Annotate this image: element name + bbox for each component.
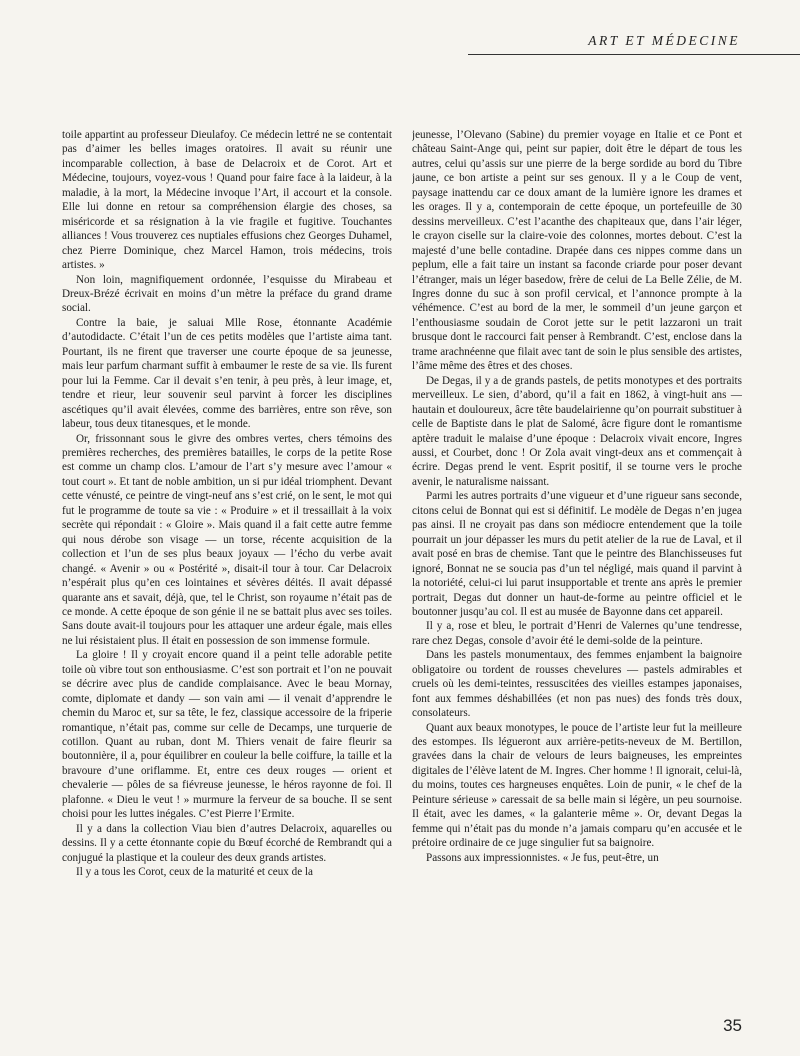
paragraph: La gloire ! Il y croyait encore quand il a peint telle adorable petite toile où vibre tout son enthousiasme. C’est son portrait et l’on ne pouvait se décrire avec plus de candide complaisance. Avec le beau Mornay, comte, diplomate et dandy — son vain ami — il venait d’apprendre le chemin du Maroc et, sur sa tête, le fez, classique accessoire de la friperie romantique, n’était pas, comme sur celle de Decamps, une turquerie de cotillon. Quant au ruban, dont M. Thiers venait de faire fleurir sa boutonnière, il a, pour équilibrer en couleur la belle coiffure, la taille et la bravoure d’une oriflamme. Et, entre ces deux rouges — orient et chevalerie — pôles de sa fiévreuse jeunesse, le héros rayonne de foi. Il plafonne. « Dieu le veut ! » murmure la ferveur de sa bouche. Il se sent choisi pour les luttes inégales. C’est Pierre l’Ermite. [62,649,392,821]
paragraph: toile appartint au professeur Dieulafoy. Ce médecin lettré ne se contentait pas d’aimer les belles images oratoires. Il avait su réunir une incomparable collection, à base de Delacroix et de Corot. Art et Médecine, toujours, voyez-vous ! Quand pour faire face à la laideur, à la maladie, à la mort, la Médecine invoque l’Art, il accourt et la console. Elle lui donne en retour sa compréhension élargie des choses, sa miséricorde et sa résignation à la vie fragile et fugitive. Touchantes alliances ! Vous trouverez ces nuptiales effusions chez Georges Duhamel, chez Pierre Dominique, chez Marcel Hamon, trois médecins, trois artistes. » [62,129,392,272]
paragraph: De Degas, il y a de grands pastels, de petits monotypes et des portraits merveilleux. Le sien, d’abord, qu’il a fait en 1862, à vingt-huit ans — hautain et douloureux, âcre tête baudelairienne qu’on pourrait substituer à celle de Baptiste dans le plat de Salomé, âcre figure dont le romantisme aptère traduit le malaise d’une époque : Delacroix vivait encore, Ingres aussi, et Courbet, donc ! Or Zola avait vingt-deux ans et commençait à écrire. Degas prend le vent. Esprit positif, il se tourne vers le proche avenir, le naturalisme naissant. [412,374,742,488]
paragraph: Il y a dans la collection Viau bien d’autres Delacroix, aquarelles ou dessins. Il y a cette étonnante copie du Bœuf écorché de Rembrandt qui a conjugué la plastique et la couleur des deux grands artistes. [62,822,392,864]
paragraph: Passons aux impressionnistes. « Je fus, peut-être, un [426,851,659,864]
running-head: ART ET MÉDECINE [588,33,740,48]
paragraph: Non loin, magnifiquement ordonnée, l’esquisse du Mirabeau et Dreux-Brézé écrivait en moins d’un mètre la préface du grand drame social. [62,273,392,315]
header-rule [468,54,800,55]
paragraph: Il y a, rose et bleu, le portrait d’Henri de Valernes qu’une tendresse, rare chez Degas, console d’avoir été le demi-solde de la peinture. [412,620,742,647]
left-column [62,128,392,994]
paragraph: Il y a tous les Corot, ceux de la maturité et ceux de la [76,866,313,879]
page-number: 35 [723,1016,742,1035]
paragraph: Or, frissonnant sous le givre des ombres vertes, chers témoins des premières recherches, des premières batailles, le corps de la petite Rose est comme un champ clos. L’amour de l’art s’y mesure avec l’amour « tout court ». Et tant de noble ambition, un si pur idéal triomphent. Devant cette vénusté, ce peintre de vingt-neuf ans s’est crié, on le sent, le mot qui fut le programme de toute sa vie : « Produire » et il tressaillait à la voix secrète qui répondait : « Gloire ». Mais quand il a fait cette autre femme qui nous dérobe son visage — un torse, récente acquisition de la collection et l’un de ses plus beaux joyaux — l’écho du verbe avait changé. « Avenir » ou « Postérité », disait-il tour à tour. Car Delacroix n’espérait plus qu’en ces lointaines et sévères déités. Il avait dépassé quarante ans et savait, déjà, que, tel le Christ, son royaume n’était pas de ce monde. A cette époque de son génie il ne se battait plus avec ses toiles. Sans doute avait-il toujours pour les attaquer une ardeur égale, mais elles ne lui résistaient plus. Il était en possession de son immense formule. [62,432,392,647]
paragraph: Quant aux beaux monotypes, le pouce de l’artiste leur fut la meilleure des estompes. Ils légueront aux arrière-petits-neveux de M. Bertillon, gravées dans la chair de velours de leurs baigneuses, les empreintes digitales de l’élève latent de M. Ingres. Cher homme ! Il ignorait, celui-là, du moins, toutes ces hargneuses enquêtes. Loin de punir, « le chef de la Peinture sérieuse » caressait de sa belle main si légère, un peu sournoise. Il était, avec les dames, « la galanterie même ». Or, devant Degas la femme qui n’était pas du monde n’a jamais comparu qu’en accusée et le prétoire ordinaire de ce juge singulier fut sa baignoire. [412,721,742,850]
paragraph: Contre la baie, je saluai Mlle Rose, étonnante Académie d’autodidacte. C’était l’un de ces petits modèles que l’artiste aima tant. Pourtant, ils ne firent que traverser une courte époque de sa jeunesse, mais leur parfum charmant suffit à embaumer le reste de sa vie. Ils furent pour lui la Femme. Car il devait s’en tenir, à peu près, à leur image, et, tendre et rieur, leur souvenir seul parvint à forcer les disciplines ascétiques qu’il avait élevées, comme des barrières, entre son rêve, son labeur, tous deux titanesques, et le monde. [62,316,392,431]
paragraph: Dans les pastels monumentaux, des femmes enjambent la baignoire obligatoire ou tordent de rousses chevelures — pastels admirables et cruels où les demi-teintes, ressuscitées des vieilles estampes japonaises, font aux femmes déshabillées (et non pas nues) des fonds très doux, consolateurs. [412,649,742,720]
article-body [62,128,742,994]
paragraph: Parmi les autres portraits d’une vigueur et d’une rigueur sans seconde, citons celui de Bonnat qui est si définitif. Le modèle de Degas n’en jugea pas ainsi. Il ne croyait pas dans son médiocre entendement que la toile pourrait un jour dépasser les murs du petit atelier de la rue de Laval, et il avait posé en bras de chemise. Tant que le peintre des Blanchisseuses fut ignoré, Bonnat ne se soucia pas d’un tel négligé, mais quand il parvint à la notoriété, celui-ci lui parut insupportable et trente ans après le premier portrait, Degas dut donner un haut-de-forme au peintre officiel et le boutonner jusqu’au col. Il est au musée de Bayonne dans cet appareil. [412,490,742,618]
right-column [412,128,742,994]
paragraph: jeunesse, l’Olevano (Sabine) du premier voyage en Italie et ce Pont et château Saint-Ange qui, peint sur papier, doit être le départ de tous les autres, celui qu’assis sur une pierre de la berge sordide au bord du Tibre jaune, ce bon artiste a peint sur ses genoux. Il y a le Coup de vent, paysage inattendu car ce doux amant de la lumière ignore les drames et les orages. Il y a, contemporain de cette époque, un portefeuille de 30 dessins merveilleux. C’est l’acanthe des chapiteaux que, dans l’air léger, le crayon ciselle sur la claire-voie des colonnes, mortes debout. C’est la majesté d’une belle contadine. Drapée dans ces nippes comme dans un peplum, elle a fait taire un instant sa faconde criarde pour poser devant l’étranger, mais un léger basedow, frère de celui de La Belle Zélie, de M. Ingres donne du suc à son profil cervical, et l’annonce prompte à la véhémence. C’est au bord de la mer, le sommeil d’un jeune garçon et l’enthousiasme soudain de Corot jette sur le petit lazzaroni un trait brusque dont le raccourci fait penser à Rembrandt. C’est, enclose dans la trame arachnéenne que filait avec tant de soin le plus sensible des artistes, l’âme même des êtres et des choses. [412,129,742,373]
